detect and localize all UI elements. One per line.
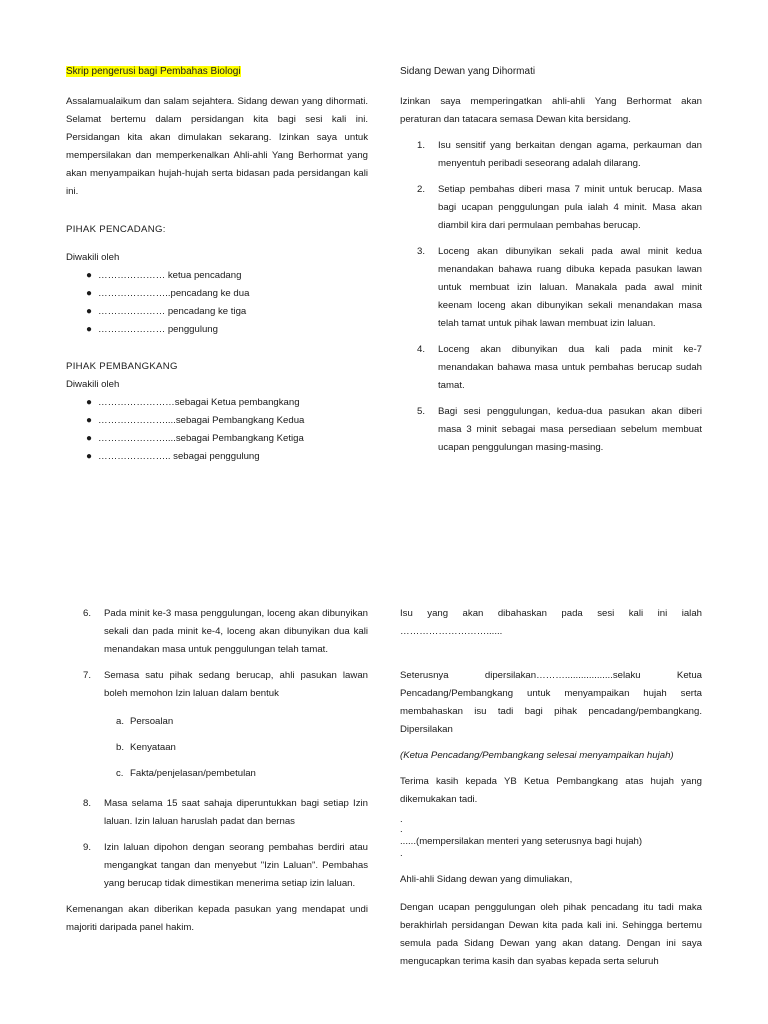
greeting: Sidang Dewan yang Dihormati [400,66,536,77]
list-item [66,285,368,303]
ellipsis-dot: . [400,824,403,835]
bullet-icon: ● [86,270,93,281]
bullet-icon: ● [86,288,93,299]
closing-paragraph: Kemenangan akan diberikan kepada pasukan yang mendapat undi majoriti daripada panel hakim. [66,904,368,933]
list-item [66,795,368,831]
bullet-icon: ● [86,306,93,317]
item-text: Loceng akan dibunyikan dua kali pada minit ke-7 menandakan bahawa masa untuk pembahas berucap sudah tamat. [438,344,702,391]
list-item [66,713,368,739]
item-text: Izin laluan dipohon dengan seorang pembahas berdiri atau mengangkat tangan dan menyebut "Izin Laluan". Pembahas yang berucap tidak dimestikan menerima setiap izin laluan. [104,842,368,889]
item-number: 3. [417,246,426,257]
list-item-text: …………………....sebagai Pembangkang Kedua [98,415,305,426]
ellipsis-dot: . [400,848,403,859]
item-text: Loceng akan dibunyikan sekali pada awal minit kedua menandakan bahawa ruang dibuka kepada pasukan lawan untuk membuat izin laluan. Manakala pada awal minit keenam loceng akan dibunyikan sekali menandakan masa telah tamat untuk pihak lawan membuat izin laluan. [438,246,702,329]
list-item [66,267,368,285]
item-number: 9. [83,842,92,853]
item-text: Setiap pembahas diberi masa 7 minit untuk berucap. Masa bagi ucapan penggulungan pula ialah 4 minit. Masa akan diambil kira dari permulaan pembahas berucap. [438,184,702,231]
item-letter: b. [116,742,125,753]
item-number: 1. [417,140,426,151]
bullet-icon: ● [86,415,93,426]
list-item [66,839,368,893]
list-item [400,181,702,235]
list-item [66,667,368,703]
list-item [400,403,702,457]
list-item [66,303,368,321]
item-number: 7. [83,670,92,681]
rules-list [400,137,702,457]
list-item [66,448,368,466]
final-paragraph: Dengan ucapan penggulungan oleh pihak pencadang itu tadi maka berakhirlah persidangan Dewan kita pada kali ini. Sehingga bertemu semula pada Sidang Dewan yang akan datang. Dengan ini saya mengucapkan terima kasih dan syabas kepada serta seluruh [400,902,702,967]
page-title [66,63,368,81]
right-bottom-column [400,605,702,971]
pencadang-list [66,267,368,339]
item-number: 6. [83,608,92,619]
rules-list-continued [66,605,368,703]
members-address: Ahli-ahli Sidang dewan yang dimuliakan, [400,874,573,885]
list-item [400,243,702,333]
izin-laluan-types [66,713,368,791]
next-speaker-note: ......(mempersilakan menteri yang seterusnya bagi hujah) [400,836,643,847]
list-item [66,765,368,791]
list-item-text: ………………….. sebagai penggulung [98,451,260,462]
rules-intro: Izinkan saya memperingatkan ahli-ahli Yang Berhormat akan peraturan dan tatacara semasa Dewan kita bersidang. [400,96,702,125]
list-item [400,341,702,395]
item-text: Pada minit ke-3 masa penggulungan, loceng akan dibunyikan sekali dan pada minit ke-4, loceng akan dibunyikan dua kali menandakan masa untuk penggulungan telah tamat. [104,608,368,655]
item-number: 5. [417,406,426,417]
stage-note: (Ketua Pencadang/Pembangkang selesai menyampaikan hujah) [400,750,674,761]
list-item [66,412,368,430]
list-item [66,430,368,448]
item-letter: c. [116,768,124,779]
list-item-text: ………………… penggulung [98,324,218,335]
left-bottom-column [66,605,368,937]
list-item [400,137,702,173]
item-number: 8. [83,798,92,809]
intro-paragraph: Assalamualaikum dan salam sejahtera. Sidang dewan yang dihormati. Selamat bertemu dalam persidangan kita bagi sesi kali ini. Persidangan kita akan dimulakan sekarang. Izinkan saya untuk mempersilakan dan memperkenalkan Ahli-ahli Yang Berhormat yang akan menyampaikan hujah-hujah serta bidasan pada persidangan kali ini. [66,96,368,197]
item-number: 2. [417,184,426,195]
list-item-text: ………………… pencadang ke tiga [98,306,247,317]
item-letter: a. [116,716,125,727]
rules-list-continued-2 [66,795,368,893]
ellipsis-dot: . [400,814,403,825]
item-text: Masa selama 15 saat sahaja diperuntukkan bagi setiap Izin laluan. Izin laluan haruslah padat dan bernas [104,798,368,827]
pencadang-heading: PIHAK PENCADANG: [66,224,166,235]
bullet-icon: ● [86,433,93,444]
item-text: Semasa satu pihak sedang berucap, ahli pasukan lawan boleh memohon Izin laluan dalam bentuk [104,670,368,699]
bullet-icon: ● [86,324,93,335]
thanks-paragraph: Terima kasih kepada YB Ketua Pembangkang atas hujah yang dikemukakan tadi. [400,776,702,805]
list-item-text: ……………………sebagai Ketua pembangkang [98,397,300,408]
left-top-column [66,63,368,466]
item-text: Isu sensitif yang berkaitan dengan agama, perkauman dan menyentuh peribadi seseorang adalah dilarang. [438,140,702,169]
bullet-icon: ● [86,397,93,408]
issue-paragraph: Isu yang akan dibahaskan pada sesi kali ini ialah ………………………...... [400,608,702,637]
pembangkang-heading: PIHAK PEMBANGKANG [66,361,178,372]
pembangkang-represented-label: Diwakili oleh [66,379,120,390]
bullet-icon: ● [86,451,93,462]
item-text: Kenyataan [130,742,176,753]
invite-paragraph: Seterusnya dipersilakan………..................selaku Ketua Pencadang/Pembangkang untuk menyampaikan hujah serta membahaskan isu tadi bagi pihak pencadang/pembangkang. Dipersilakan [400,670,702,735]
pembangkang-list [66,394,368,466]
list-item [66,739,368,765]
list-item [66,605,368,659]
list-item [66,394,368,412]
list-item-text: …………………....sebagai Pembangkang Ketiga [98,433,304,444]
item-text: Bagi sesi penggulungan, kedua-dua pasukan akan diberi masa 3 minit sebagai masa persediaan sebelum membuat ucapan penggulungan masing-masing. [438,406,702,453]
list-item-text: ………………… ketua pencadang [98,270,242,281]
right-top-column [400,63,702,457]
pencadang-represented-label: Diwakili oleh [66,252,120,263]
item-text: Fakta/penjelasan/pembetulan [130,768,256,779]
item-number: 4. [417,344,426,355]
list-item-text: …………………..pencadang ke dua [98,288,250,299]
item-text: Persoalan [130,716,174,727]
highlighted-title: Skrip pengerusi bagi Pembahas Biologi [66,66,241,77]
list-item [66,321,368,339]
